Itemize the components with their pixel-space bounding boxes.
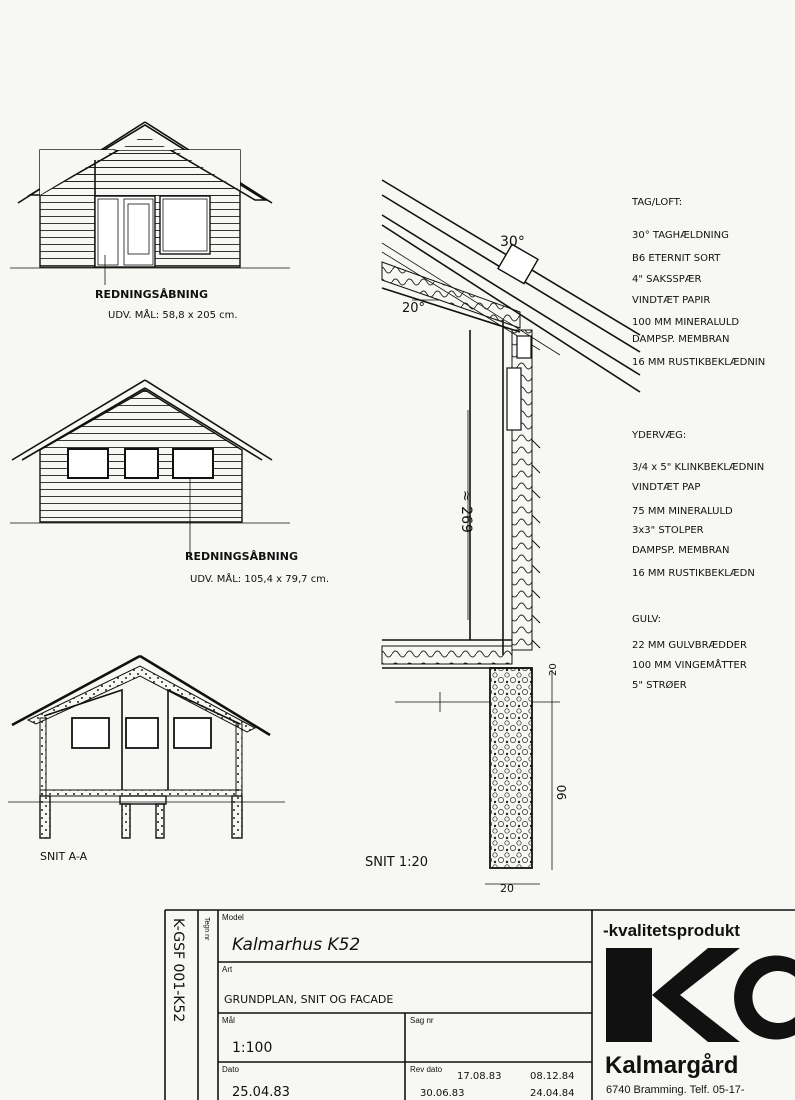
- rev-date-2: 08.12.84: [530, 1071, 575, 1082]
- spec-wall-item: DAMPSP. MEMBRAN: [632, 545, 730, 556]
- spec-wall-item: 16 MM RUSTIKBEKLÆDN: [632, 568, 755, 579]
- spec-wall-item: 3/4 x 5" KLINKBEKLÆDNIN: [632, 462, 765, 473]
- scale-label: Mål: [222, 1016, 235, 1025]
- section-aa-label: SNIT A-A: [40, 850, 88, 863]
- spec-wall-item: 75 MM MINERALULD: [632, 506, 733, 517]
- roof-angle-label: 30°: [500, 234, 525, 250]
- front-redningsaabning-dims: UDV. MÅL: 58,8 x 205 cm.: [108, 310, 238, 321]
- case-label: Sag nr: [410, 1016, 434, 1025]
- side-redningsaabning-label: REDNINGSÅBNING: [185, 550, 299, 563]
- spec-roof-item: 30° TAGHÆLDNING: [632, 230, 729, 241]
- spec-wall-title: YDERVÆG:: [632, 430, 687, 441]
- model-label: Model: [222, 913, 244, 922]
- rev-date-label: Rev dato: [410, 1065, 443, 1074]
- model-value: Kalmarhus K52: [232, 935, 361, 955]
- spec-wall-item: VINDTÆT PAP: [632, 482, 701, 493]
- spec-roof-item: DAMPSP. MEMBRAN: [632, 334, 730, 345]
- spec-floor-item: 22 MM GULVBRÆDDER: [632, 640, 747, 651]
- spec-roof-item: 16 MM RUSTIKBEKLÆDNIN: [632, 357, 766, 368]
- spec-wall: [631, 430, 764, 579]
- scale-value: 1:100: [232, 1040, 273, 1056]
- spec-roof-item: 100 MM MINERALULD: [632, 317, 740, 328]
- wall-height-label: ≈ 269: [458, 490, 474, 533]
- foundation-width-label: 20: [500, 882, 514, 895]
- foundation-depth-label: 90: [555, 784, 569, 800]
- rev-date-1: 17.08.83: [457, 1071, 502, 1082]
- date-value: 25.04.83: [232, 1085, 290, 1100]
- brand-slogan: -kvalitetsprodukt: [603, 921, 740, 940]
- spec-roof: [631, 197, 765, 368]
- art-label: Art: [222, 965, 233, 974]
- spec-roof-item: 4" SAKSSPÆR: [632, 274, 702, 285]
- rev-date-3: 30.06.83: [420, 1088, 465, 1099]
- front-redningsaabning-label: REDNINGSÅBNING: [95, 288, 209, 301]
- spec-wall-item: 3x3" STOLPER: [632, 525, 704, 536]
- spec-floor-item: 5" STRØER: [632, 680, 687, 691]
- brand-name: Kalmargård: [605, 1052, 739, 1079]
- spec-roof-title: TAG/LOFT:: [632, 197, 683, 208]
- spec-floor-title: GULV:: [632, 614, 661, 625]
- spec-roof-item: VINDTÆT PAPIR: [632, 295, 711, 306]
- spec-floor-item: 100 MM VINGEMÅTTER: [632, 660, 747, 671]
- drawing-number: K-GSF 001-K52: [170, 918, 186, 1023]
- date-label: Dato: [222, 1065, 239, 1074]
- kalmargaard-logo-icon: [606, 948, 795, 1042]
- rev-date-4: 24.04.84: [530, 1088, 575, 1099]
- detail-scale-label: SNIT 1:20: [365, 855, 429, 870]
- spec-floor: [632, 614, 747, 691]
- side-elevation: [10, 380, 290, 560]
- drawing-no-label: Tegn nr: [203, 917, 210, 941]
- ceiling-angle-label: 20°: [402, 301, 426, 316]
- art-value: GRUNDPLAN, SNIT OG FACADE: [224, 993, 394, 1006]
- brand-address: 6740 Bramming. Telf. 05-17-: [606, 1084, 745, 1096]
- detail-section: [382, 180, 640, 884]
- side-redningsaabning-dims: UDV. MÅL: 105,4 x 79,7 cm.: [190, 574, 330, 585]
- section-aa: [8, 656, 285, 838]
- spec-roof-item: B6 ETERNIT SORT: [632, 253, 721, 264]
- front-elevation: [10, 122, 290, 285]
- foundation-top-label: 20: [548, 663, 559, 676]
